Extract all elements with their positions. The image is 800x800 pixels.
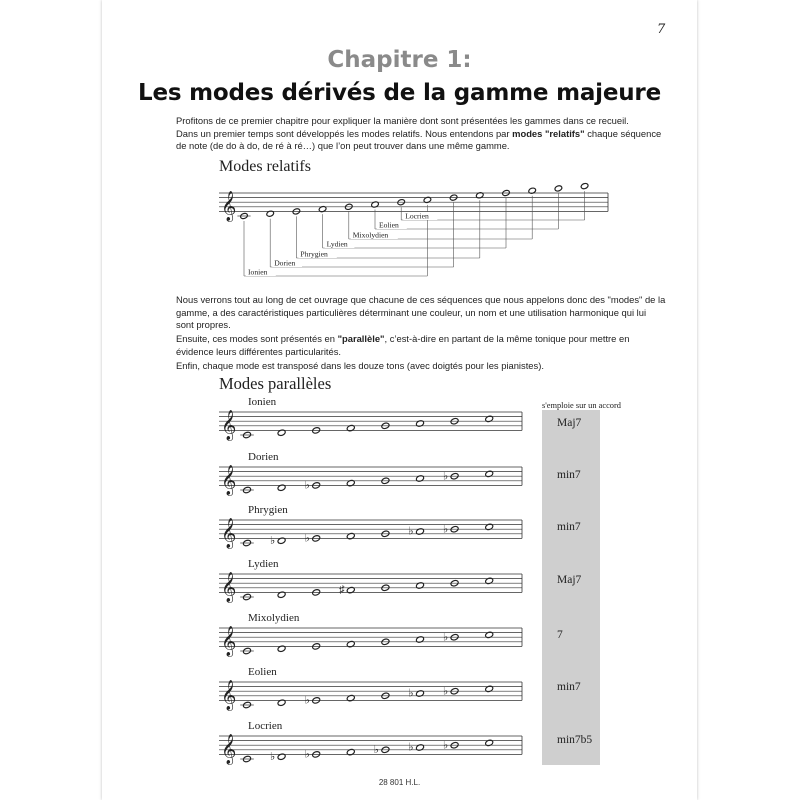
- flat-icon: ♭: [442, 685, 449, 698]
- treble-clef-icon: 𝄞: [221, 410, 237, 440]
- flat-icon: ♭: [442, 739, 449, 752]
- treble-clef-icon: 𝄞: [221, 680, 237, 710]
- parallel-modes-heading: Modes parallèles: [219, 374, 332, 393]
- flat-icon: ♭: [408, 525, 414, 538]
- flat-icon: ♭: [304, 479, 310, 492]
- intro-line-1: Profitons de ce premier chapitre pour expliquer la manière dont sont présentées les gammes dans ce recueil.: [176, 115, 629, 126]
- body-paragraph-1: Nous verrons tout au long de cet ouvrage que chacune de ces séquences que nous appelons donc des "modes" de la gamme, a des caractéristiques particulières déterminant une couleur, un nom et une utilisation harmonique qui lui sont propres.: [176, 294, 666, 331]
- relative-mode-label: Eolien: [379, 220, 399, 230]
- mode-name: Mixolydien: [248, 612, 300, 624]
- flat-icon: ♭: [304, 532, 310, 545]
- chord-symbol: min7b5: [557, 734, 593, 746]
- chapter-label: Chapitre 1:: [327, 47, 472, 73]
- mode-name: Dorien: [248, 451, 279, 463]
- parallel-staff-4-lines: [219, 574, 522, 592]
- parallel-staff-5-lines: [219, 628, 522, 646]
- relative-mode-label: Ionien: [248, 267, 268, 277]
- relative-mode-label: Phrygien: [300, 249, 328, 259]
- parallel-staff-3-lines: [219, 520, 522, 538]
- relative-mode-label: Lydien: [326, 239, 348, 249]
- flat-icon: ♭: [304, 748, 310, 761]
- parallel-staff-1-lines: [219, 412, 522, 430]
- page-number: 7: [657, 22, 666, 37]
- relative-mode-label: Mixolydien: [352, 230, 389, 240]
- body-p2-end: , c’est-à-dire en partant de la même tonique pour mettre en évidence leurs différentes particularités.: [176, 333, 630, 357]
- flat-icon: ♭: [442, 631, 449, 644]
- chord-symbol: min7: [557, 469, 581, 481]
- body-paragraph-3: Enfin, chaque mode est transposé dans les douze tons (avec doigtés pour les pianistes).: [176, 360, 544, 371]
- mode-name: Lydien: [248, 558, 279, 570]
- mode-name: Locrien: [248, 720, 283, 732]
- chord-symbol: Maj7: [557, 574, 582, 586]
- chord-column-header: s'emploie sur un accord: [542, 401, 621, 410]
- flat-icon: ♭: [408, 741, 414, 754]
- relative-modes-heading: Modes relatifs: [219, 158, 311, 175]
- body-p2-bold: "parallèle": [337, 333, 385, 344]
- flat-icon: ♭: [408, 687, 414, 700]
- relative-mode-label: Locrien: [405, 211, 429, 221]
- treble-clef-icon: 𝄞: [221, 572, 237, 602]
- mode-name: Eolien: [248, 666, 277, 678]
- mode-name: Phrygien: [248, 504, 288, 516]
- chord-symbol: min7: [557, 681, 581, 693]
- intro-bold-term: modes "relatifs": [512, 127, 585, 139]
- chord-symbol: 7: [557, 629, 563, 641]
- treble-clef-icon: 𝄞: [221, 734, 237, 764]
- flat-icon: ♭: [442, 470, 449, 483]
- parallel-staff-2-lines: [219, 467, 522, 485]
- page-title: Les modes dérivés de la gamme majeure: [138, 80, 661, 106]
- sharp-icon: ♯: [339, 584, 345, 597]
- flat-icon: ♭: [269, 750, 276, 763]
- treble-clef-icon: 𝄞: [221, 518, 237, 548]
- relative-mode-label: Dorien: [274, 258, 296, 268]
- treble-clef-icon: 𝄞: [221, 191, 237, 221]
- flat-icon: ♭: [442, 523, 449, 536]
- chord-symbol: Maj7: [557, 417, 582, 429]
- body-p2-start: Ensuite, ces modes sont présentés en: [176, 333, 338, 344]
- treble-clef-icon: 𝄞: [221, 465, 237, 495]
- page-footer: 28 801 H.L.: [378, 778, 421, 787]
- treble-clef-icon: 𝄞: [221, 626, 237, 656]
- parallel-staff-7-lines: [219, 736, 522, 754]
- intro-line-2-end: chaque séquence de note (de do à do, de ré à ré…) que l’on peut trouver dans une même gamme.: [176, 127, 662, 152]
- chord-symbol: min7: [557, 521, 581, 533]
- intro-line-2-start: Dans un premier temps sont développés les modes relatifs. Nous entendons par: [176, 127, 513, 139]
- flat-icon: ♭: [269, 534, 276, 547]
- parallel-staff-6-lines: [219, 682, 522, 700]
- mode-name: Ionien: [248, 396, 277, 408]
- flat-icon: ♭: [373, 743, 380, 756]
- flat-icon: ♭: [304, 694, 310, 707]
